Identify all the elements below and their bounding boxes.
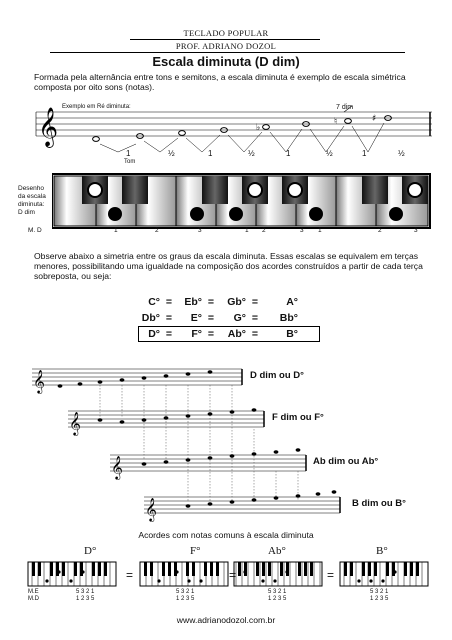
seventh-label: 7 dim [336, 104, 354, 111]
finger-1: 1 [114, 227, 118, 234]
course-title: TECLADO POPULAR [183, 28, 269, 38]
chord-name-f: F° [190, 545, 201, 557]
svg-text:𝄞: 𝄞 [38, 107, 59, 147]
chord-equals-1: = [126, 568, 134, 582]
chord-equals-3: = [327, 568, 335, 582]
interval-8: ½ [398, 149, 405, 158]
finger-6: 3 [300, 227, 304, 234]
eq-r2c2: E° [190, 312, 202, 324]
chord-name-b: B° [376, 545, 388, 557]
staff-label-f: F dim ou F° [272, 412, 324, 423]
finger-7: 1 [318, 227, 322, 234]
svg-text:♮: ♮ [334, 117, 338, 127]
staff-label-b: B dim ou B° [352, 498, 406, 509]
finger-8: 2 [378, 227, 382, 234]
footer-url[interactable]: www.adrianodozol.com.br [176, 615, 276, 625]
svg-text:𝄞: 𝄞 [111, 455, 123, 479]
staff-label-ab: Ab dim ou Ab° [313, 456, 379, 467]
interval-7: 1 [362, 149, 367, 158]
eq-r3c1: D° [148, 328, 160, 340]
finger-9: 3 [414, 227, 418, 234]
chord-equals-2: = [229, 568, 237, 582]
staff-label-d: D dim ou D° [250, 370, 304, 381]
finger-2: 2 [155, 227, 159, 234]
eq-r1c2: Eb° [184, 296, 202, 308]
chords-title: Acordes com notas comuns à escala diminuta [138, 530, 314, 540]
eq-r1c4: A° [286, 296, 298, 308]
author-name: PROF. ADRIANO DOZOL [175, 41, 277, 51]
eq-r3c4: B° [286, 328, 298, 340]
finger-3: 3 [198, 227, 202, 234]
interval-4: ½ [248, 149, 255, 158]
intro-text: Formada pela alternância entre tons e semitons, a escala diminuta é exemplo de escala simétrica composta por oito sons (notas). [34, 72, 406, 92]
interval-6: ½ [326, 149, 333, 158]
svg-text:𝄞: 𝄞 [145, 497, 157, 521]
left-label-md: M.D [28, 596, 39, 602]
page-title: Escala diminuta (D dim) [152, 54, 300, 69]
interval-1: 1 [126, 149, 131, 158]
finger-4: 1 [245, 227, 249, 234]
equivalence-table: C° = Eb° = Gb° = A° Db° = E° = G° = Bb° D° = F° = Ab° = B° [130, 296, 330, 346]
eq-r2c3: G° [233, 312, 246, 324]
diagram-side-label: Desenho da escala diminuta: D dim [18, 185, 46, 216]
eq-r3c2: F° [191, 328, 202, 340]
left-label-me: M.E [28, 589, 39, 595]
scale-keyboard-diagram [52, 170, 432, 230]
header-rule-1 [130, 39, 320, 40]
svg-text:♭: ♭ [256, 123, 261, 133]
eq-r1c1: C° [148, 296, 160, 308]
hand-label: M. D [28, 227, 42, 234]
interval-3: 1 [208, 149, 213, 158]
interval-2: ½ [168, 149, 175, 158]
chord-name-ab: Ab° [268, 545, 286, 557]
header-rule-2 [50, 52, 405, 53]
interval-5: 1 [286, 149, 291, 158]
example-label: Exemplo em Ré diminuta: [62, 104, 131, 110]
eq-r3c3: Ab° [227, 328, 246, 340]
eq-r2c1: Db° [141, 312, 160, 324]
svg-text:𝄞: 𝄞 [33, 369, 45, 393]
finger-5: 2 [262, 227, 266, 234]
eq-r2c4: Bb° [279, 312, 298, 324]
svg-text:𝄞: 𝄞 [69, 411, 81, 435]
symmetry-text: Observe abaixo a simetria entre os graus da escala diminuta. Essas escalas se equivalem em terças menores, possibilitando uma igualdade na composição dos acordes construídos a partir de cada terça sobreposta, ou seja: [34, 251, 423, 281]
note-d [93, 137, 100, 142]
svg-text:♯: ♯ [372, 114, 377, 124]
tom-label: Tom [124, 159, 136, 165]
eq-r1c3: Gb° [227, 296, 246, 308]
chord-name-d: D° [84, 545, 97, 557]
chord-keyboards [26, 560, 430, 590]
